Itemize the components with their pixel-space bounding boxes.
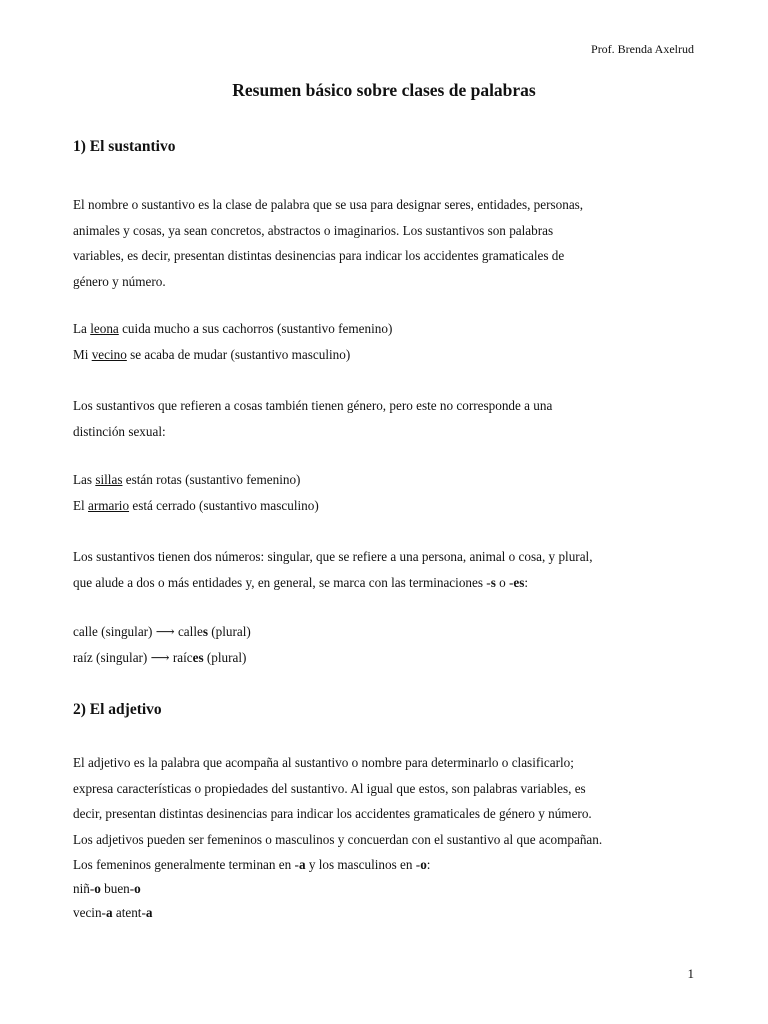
- underlined-noun: sillas: [95, 472, 123, 487]
- example-plural-calle: calle (singular) ⟶ calles (plural): [73, 624, 251, 639]
- underlined-noun: leona: [90, 321, 119, 336]
- paragraph-adjetivo-endings: Los femeninos generalmente terminan en -a y los masculinos en -o:: [73, 857, 431, 872]
- example-masculine-adjectives: niñ-o buen-o: [73, 881, 141, 896]
- section-heading-sustantivo: 1) El sustantivo: [73, 138, 176, 155]
- section-heading-adjetivo: 2) El adjetivo: [73, 701, 162, 718]
- paragraph-numbers-line-2: que alude a dos o más entidades y, en general, se marca con las terminaciones -s o -es:: [73, 575, 529, 590]
- underlined-noun: armario: [88, 498, 130, 513]
- example-sillas: Las sillas están rotas (sustantivo femenino): [73, 472, 301, 487]
- example-armario: El armario está cerrado (sustantivo masculino): [73, 498, 319, 513]
- underlined-noun: vecino: [91, 347, 127, 362]
- paragraph-sustantivo-definition: El nombre o sustantivo es la clase de palabra que se usa para designar seres, entidades, personas, animales y cosas, ya sean concretos, abstractos o imaginarios. Los sustantivos son palabras variables, es decir, presentan distintas desinencias para indicar los accidentes gramaticales de género y número.: [73, 197, 584, 290]
- example-plural-raiz: raíz (singular) ⟶ raíces (plural): [73, 650, 247, 665]
- page-number: 1: [687, 966, 694, 981]
- paragraph-numbers-line-1: Los sustantivos tienen dos números: singular, que se refiere a una persona, animal o cosa, y plural,: [73, 549, 593, 564]
- paragraph-things-gender: Los sustantivos que refieren a cosas también tienen género, pero este no corresponde a una distinción sexual:: [73, 398, 553, 439]
- example-feminine-adjectives: vecin-a atent-a: [73, 905, 153, 920]
- example-leona: La leona cuida mucho a sus cachorros (sustantivo femenino): [73, 321, 393, 336]
- example-vecino: Mi vecino se acaba de mudar (sustantivo masculino): [73, 347, 351, 362]
- paragraph-adjetivo-definition: El adjetivo es la palabra que acompaña al sustantivo o nombre para determinarlo o clasificarlo; expresa características o propiedades del sustantivo. Al igual que estos, son palabras variables, es decir, presentan distintas desinencias para indicar los accidentes gramaticales de género y número. Los adjetivos pueden ser femeninos o masculinos y concuerdan con el sustantivo al que acompañan.: [73, 755, 603, 848]
- document-title: Resumen básico sobre clases de palabras: [232, 80, 536, 100]
- header-author: Prof. Brenda Axelrud: [591, 42, 694, 56]
